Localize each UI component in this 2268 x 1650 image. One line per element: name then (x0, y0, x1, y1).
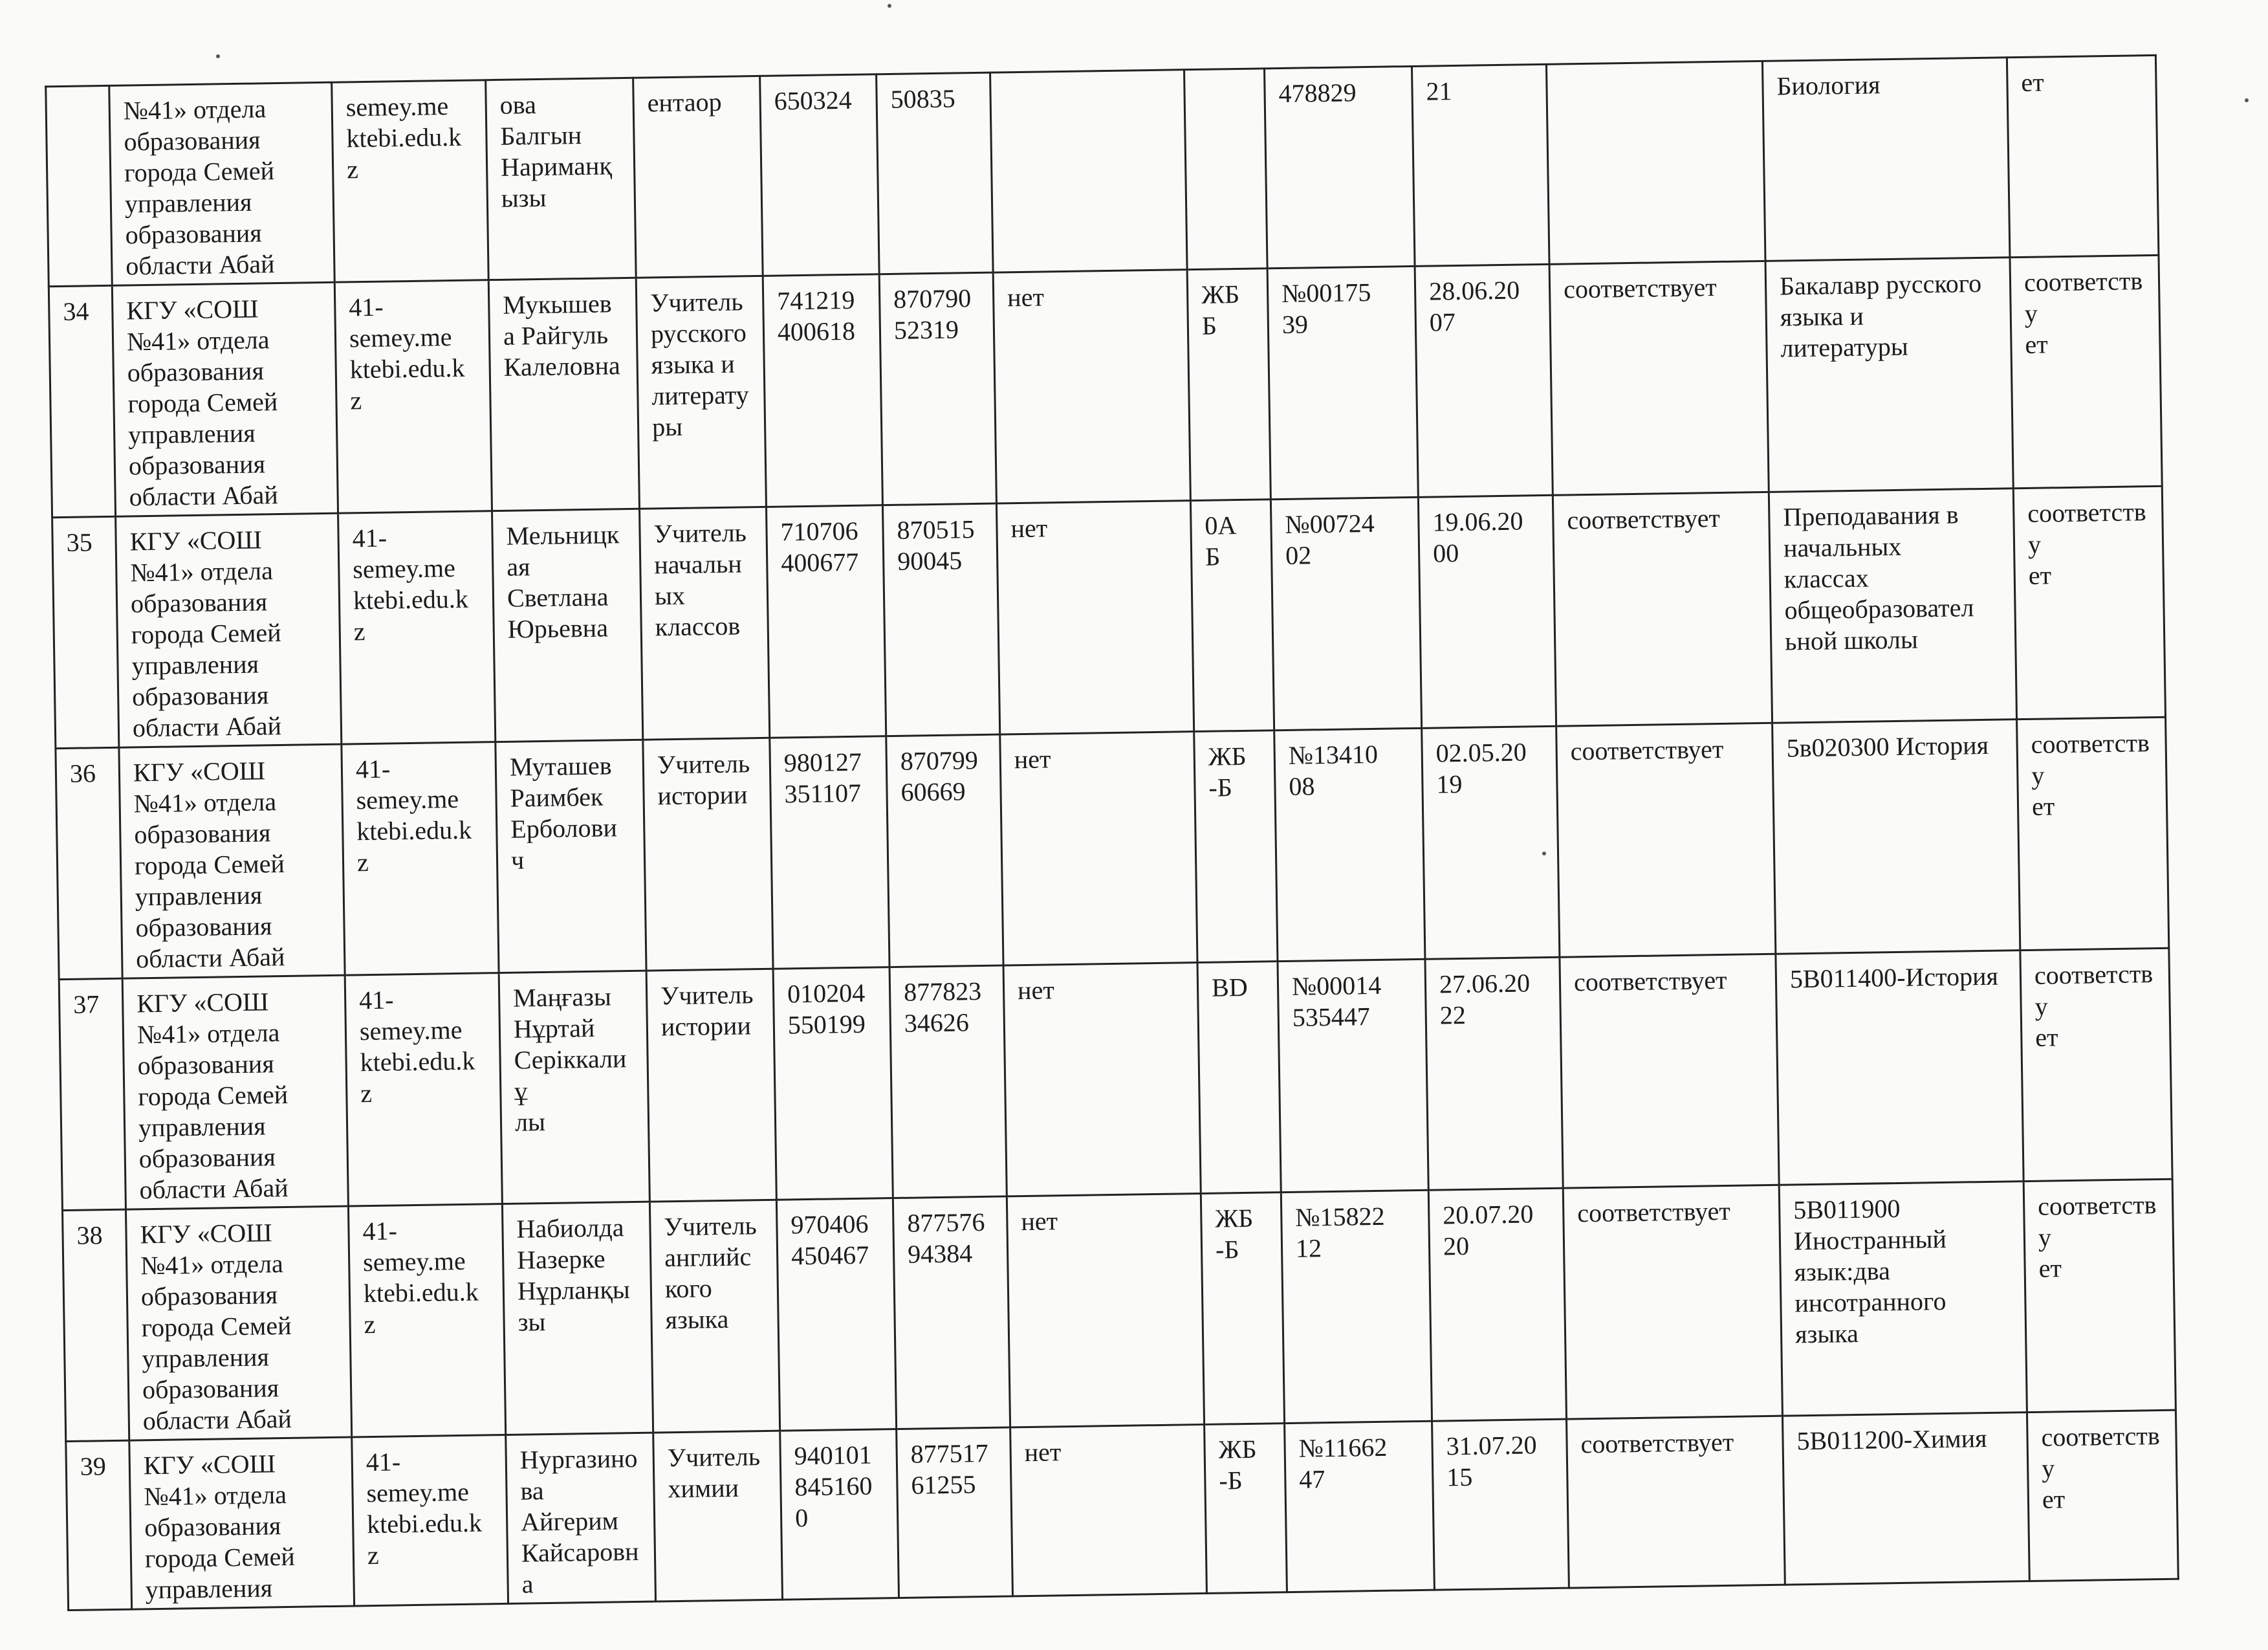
website-text: 41- semey.me ktebi.edu.k z (352, 523, 469, 646)
full-name-text: Мукышев а Райгуль Калеловна (502, 289, 621, 382)
violations-text: нет (1017, 975, 1055, 1006)
website-cell (332, 80, 489, 282)
violations-text: нет (1007, 282, 1045, 313)
violations-cell (1007, 1193, 1204, 1427)
school-name-text: КГУ «СОШ №41» отдела образования города Семей управления образования области Абай (126, 294, 279, 512)
position-text: Учитель истории (660, 980, 754, 1042)
phone-text: 870790 52319 (893, 283, 972, 345)
violations-cell (1010, 1424, 1207, 1596)
website-cell (352, 1435, 508, 1606)
scan-speck (2245, 98, 2249, 102)
compliance-cell (1549, 261, 1769, 495)
specialty-cell (1772, 720, 2020, 954)
table-row (56, 717, 2169, 979)
diploma-date-text: 21 (1426, 76, 1452, 106)
phone-cell (879, 272, 996, 505)
diploma-number-text: 478829 (1278, 78, 1357, 109)
specialty-text: 5в020300 История (1786, 730, 1989, 763)
qualification-text: соответству ет (2031, 728, 2150, 821)
diploma-date-cell (1432, 1419, 1569, 1590)
qualification-text: соответству ет (2034, 959, 2154, 1052)
phone-cell (886, 734, 1003, 967)
website-text: semey.me ktebi.edu.k z (345, 91, 462, 184)
compliance-text: соответствует (1580, 1427, 1734, 1459)
diploma-series-cell (1187, 269, 1270, 501)
position-cell (639, 507, 769, 740)
position-cell (649, 1200, 780, 1433)
compliance-text: соответствует (1576, 1196, 1731, 1228)
school-name-text: №41» отдела образования города Семей управления образования области Абай (123, 94, 275, 281)
phone-text: 870515 90045 (897, 514, 975, 576)
position-cell (643, 738, 773, 971)
website-text: 41- semey.me ktebi.edu.k z (365, 1447, 483, 1570)
diploma-series-cell (1201, 1193, 1284, 1425)
violations-cell (1003, 963, 1201, 1196)
phone-text: 877517 61255 (910, 1438, 989, 1500)
specialty-text: 5В011400-История (1789, 961, 1999, 994)
diploma-number-cell (1267, 266, 1418, 499)
compliance-cell (1546, 61, 1765, 264)
full-name-text: Мельницк ая Светлана Юрьевна (506, 520, 620, 644)
full-name-text: Маңғазы Нұртай Серіккалиұ лы (512, 982, 627, 1137)
full-name-text: Набиолда Назерке Нұрланқы зы (516, 1213, 631, 1337)
compliance-text: соответствует (1567, 503, 1721, 535)
phone-text: 877823 34626 (903, 976, 982, 1038)
diploma-date-cell (1422, 726, 1560, 959)
qualification-cell (2010, 255, 2162, 488)
specialty-cell (1782, 1413, 2029, 1585)
iin-cell (766, 505, 886, 738)
compliance-cell (1567, 1416, 1785, 1588)
row-number-text: 39 (80, 1451, 107, 1481)
row-number-cell (52, 516, 119, 748)
row-number-cell (49, 285, 115, 517)
iin-text: 741219 400618 (776, 285, 856, 347)
diploma-series-text: ЖБ -Б (1215, 1203, 1254, 1264)
full-name-cell (496, 740, 646, 973)
diploma-series-cell (1197, 962, 1281, 1194)
compliance-cell (1556, 723, 1776, 957)
full-name-cell (492, 509, 643, 742)
diploma-number-cell (1270, 497, 1421, 730)
diploma-number-text: №13410 08 (1288, 739, 1379, 801)
position-cell (653, 1431, 783, 1601)
school-name-cell (129, 1437, 354, 1609)
full-name-cell (486, 78, 637, 280)
violations-cell (990, 70, 1188, 272)
scan-speck (1542, 852, 1546, 855)
iin-cell (760, 74, 880, 276)
school-name-text: КГУ «СОШ №41» отдела образования города Семей управления образования области Абай (136, 987, 289, 1205)
full-name-cell (506, 1433, 656, 1603)
row-number-text: 36 (69, 758, 96, 788)
website-cell (348, 1204, 505, 1437)
phone-text: 877576 94384 (907, 1207, 985, 1269)
violations-text: нет (1021, 1206, 1058, 1237)
qualification-text: соответству ет (2027, 497, 2146, 590)
specialty-cell (1776, 951, 2023, 1185)
website-text: 41- semey.me ktebi.edu.k z (355, 754, 472, 877)
iin-cell (763, 274, 882, 507)
school-name-cell (109, 82, 335, 285)
diploma-series-text: BD (1211, 972, 1248, 1002)
scan-speck (216, 54, 220, 58)
position-text: Учитель русского языка и литерату ры (649, 287, 750, 442)
school-name-text: КГУ «СОШ №41» отдела образования города Семей управления (143, 1449, 296, 1605)
iin-text: 010204 550199 (787, 978, 866, 1040)
phone-cell (882, 503, 999, 736)
diploma-date-cell (1428, 1188, 1566, 1421)
phone-cell (889, 965, 1007, 1198)
diploma-series-cell (1194, 731, 1278, 963)
diploma-number-cell (1278, 959, 1428, 1192)
table-row (49, 255, 2162, 517)
specialty-text: Биология (1776, 70, 1881, 101)
violations-text: нет (1010, 513, 1048, 544)
diploma-number-text: №00175 39 (1281, 277, 1371, 339)
diploma-date-cell (1412, 64, 1549, 266)
diploma-series-cell (1184, 69, 1268, 270)
position-text: ентаор (647, 87, 722, 118)
row-number-cell (62, 1209, 129, 1441)
compliance-text: соответствует (1570, 734, 1724, 766)
violations-text: нет (1014, 744, 1051, 775)
position-text: Учитель английс кого языка (664, 1211, 758, 1335)
diploma-date-text: 20.07.20 20 (1442, 1199, 1534, 1261)
violations-cell (996, 501, 1194, 734)
position-cell (633, 76, 763, 278)
diploma-date-cell (1415, 264, 1553, 497)
website-text: 41- semey.me ktebi.edu.k z (348, 292, 465, 415)
iin-cell (776, 1198, 896, 1431)
iin-text: 650324 (774, 85, 852, 116)
website-text: 41- semey.me ktebi.edu.k z (362, 1216, 479, 1339)
diploma-number-text: №00724 02 (1285, 508, 1375, 570)
full-name-cell (499, 971, 649, 1204)
school-name-text: КГУ «СОШ №41» отдела образования города Семей управления образования области Абай (133, 756, 285, 974)
diploma-date-text: 28.06.20 07 (1428, 275, 1520, 337)
table-row (46, 55, 2159, 286)
specialty-text: 5В011200-Химия (1796, 1424, 1987, 1456)
full-name-text: Нургазино ва Айгерим Кайсаровн а (519, 1443, 639, 1599)
position-text: Учитель химии (667, 1442, 761, 1504)
position-cell (646, 969, 776, 1202)
phone-cell (897, 1427, 1013, 1598)
violations-text: нет (1024, 1437, 1062, 1468)
iin-text: 970406 450467 (791, 1209, 869, 1271)
qualification-cell (2027, 1410, 2178, 1581)
diploma-date-text: 27.06.20 22 (1439, 968, 1531, 1030)
diploma-date-cell (1425, 957, 1563, 1190)
full-name-cell (502, 1202, 653, 1435)
school-name-cell (119, 744, 345, 978)
diploma-series-text: ЖБ Б (1201, 279, 1240, 340)
specialty-cell (1769, 489, 2016, 723)
row-number-cell (56, 747, 122, 979)
qualification-text: ет (2021, 67, 2045, 97)
qualification-text: соответству ет (2023, 266, 2143, 359)
phone-text: 50835 (890, 83, 955, 114)
compliance-cell (1553, 492, 1772, 726)
compliance-text: соответствует (1563, 272, 1717, 304)
row-number-text: 37 (72, 989, 100, 1019)
diploma-number-cell (1285, 1421, 1435, 1592)
position-text: Учитель начальн ых классов (653, 518, 747, 642)
phone-cell (877, 72, 994, 274)
diploma-number-cell (1265, 66, 1415, 268)
row-number-text: 38 (76, 1220, 103, 1250)
qualification-cell (2013, 486, 2165, 719)
phone-text: 870799 60669 (900, 745, 979, 807)
specialty-text: Преподавания в начальных классах общеобразовател ьной школы (1783, 500, 1974, 656)
diploma-date-text: 02.05.20 19 (1435, 737, 1527, 799)
staff-table-container (45, 54, 2177, 1605)
table-row (62, 1179, 2175, 1441)
school-name-cell (122, 975, 348, 1209)
specialty-text: 5В011900 Иностранный язык:два инсотранного языка (1793, 1193, 1947, 1349)
website-cell (334, 280, 492, 513)
diploma-date-text: 19.06.20 00 (1432, 506, 1523, 568)
diploma-date-text: 31.07.20 15 (1446, 1430, 1537, 1492)
row-number-cell (46, 85, 113, 286)
diploma-series-cell (1190, 500, 1274, 732)
diploma-number-text: №15822 12 (1295, 1201, 1385, 1263)
qualification-cell (2017, 717, 2169, 950)
table-row (59, 948, 2172, 1210)
row-number-cell (59, 978, 125, 1210)
qualification-cell (2020, 948, 2172, 1181)
table-row (66, 1410, 2179, 1610)
diploma-series-text: ЖБ -Б (1218, 1434, 1257, 1495)
website-text: 41- semey.me ktebi.edu.k z (358, 985, 475, 1108)
iin-text: 710706 400677 (780, 516, 859, 578)
phone-cell (893, 1196, 1010, 1429)
website-cell (342, 742, 499, 975)
compliance-text: соответствует (1573, 965, 1727, 997)
row-number-text: 35 (66, 527, 93, 557)
diploma-series-text: ЖБ -Б (1208, 741, 1247, 802)
qualification-cell (2023, 1179, 2175, 1412)
iin-text: 980127 351107 (783, 747, 862, 809)
iin-cell (773, 967, 893, 1200)
school-name-text: КГУ «СОШ №41» отдела образования города Семей управления образования области Абай (129, 525, 282, 743)
compliance-cell (1563, 1185, 1782, 1419)
diploma-number-cell (1274, 728, 1425, 961)
qualification-text: соответству ет (2041, 1421, 2161, 1514)
iin-text: 940101 845160 0 (794, 1440, 873, 1533)
school-name-text: КГУ «СОШ №41» отдела образования города Семей управления образования области Абай (140, 1218, 292, 1436)
compliance-cell (1560, 954, 1779, 1188)
specialty-cell (1765, 258, 2013, 492)
full-name-cell (488, 278, 639, 511)
row-number-text: 34 (63, 296, 89, 326)
iin-cell (780, 1429, 899, 1600)
violations-cell (993, 270, 1190, 503)
violations-cell (1000, 732, 1197, 965)
iin-cell (770, 736, 889, 969)
specialty-text: Бакалавр русского языка и литературы (1779, 268, 1982, 363)
full-name-text: ова Балгын Нариманқ ызы (499, 90, 613, 213)
full-name-text: Муташев Раимбек Ерболови ч (509, 751, 618, 875)
diploma-date-cell (1418, 495, 1556, 728)
diploma-series-cell (1205, 1424, 1287, 1594)
website-cell (338, 511, 496, 744)
staff-table-body (46, 55, 2179, 1610)
school-name-cell (112, 282, 338, 516)
position-cell (636, 276, 766, 509)
specialty-cell (1762, 58, 2010, 261)
scan-speck (888, 4, 891, 8)
staff-table (45, 54, 2179, 1611)
diploma-series-text: 0А Б (1205, 511, 1237, 571)
table-row (52, 486, 2166, 748)
position-text: Учитель истории (657, 749, 750, 811)
qualification-text: соответству ет (2037, 1190, 2157, 1283)
school-name-cell (125, 1206, 351, 1440)
specialty-cell (1779, 1182, 2027, 1416)
website-cell (345, 973, 502, 1206)
diploma-number-text: №00014 535447 (1291, 970, 1382, 1032)
row-number-cell (66, 1440, 132, 1610)
diploma-number-cell (1281, 1190, 1432, 1423)
qualification-cell (2007, 55, 2159, 257)
school-name-cell (116, 513, 342, 747)
diploma-number-text: №11662 47 (1298, 1432, 1388, 1494)
